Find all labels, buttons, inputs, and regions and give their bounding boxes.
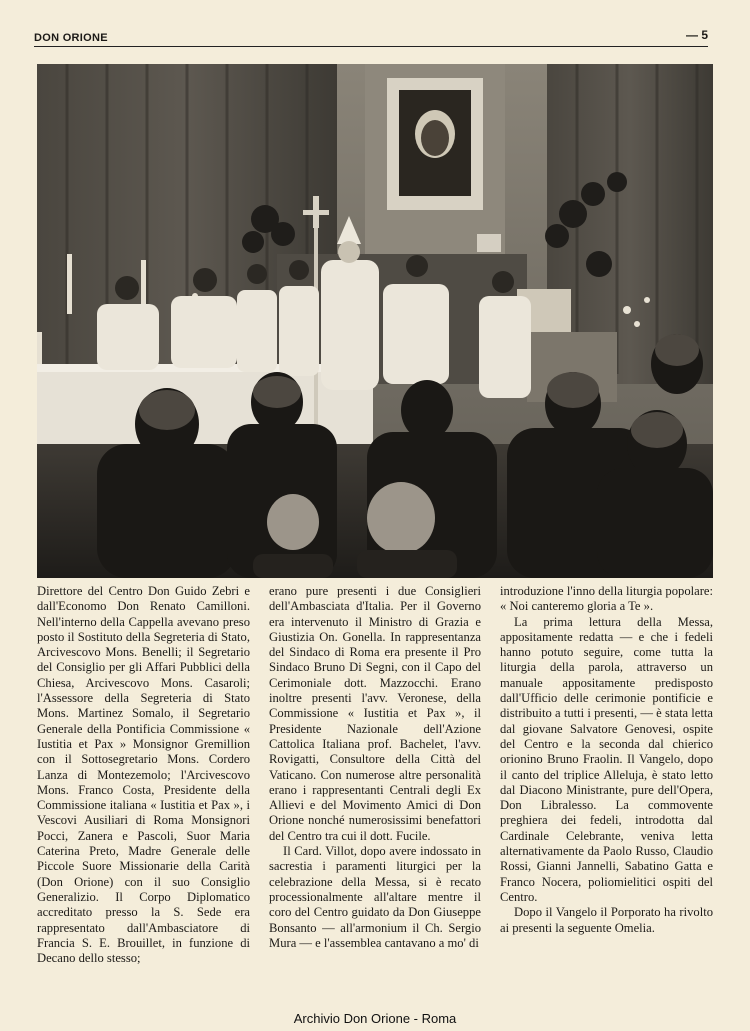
page-header — [34, 30, 708, 47]
col1-paragraph-1: Direttore del Centro Don Guido Zebri e dall'Economo Don Renato Camilloni. Nell'interno della Cappella avevano preso posto il Sostituto della Segreteria di Stato, Arcivescovo Mons. Benelli; il Segretario del Consiglio per gli Affari Pubblici della Chiesa, Arcivescovo Mons. Casaroli; l'Assessore della Segreteria di Stato Mons. Martinez Somalo, il Segretario Generale della Pontificia Commissione « Iustitia et Pax » Monsignor Gremillion con il Sottosegretario Mons. Cordero Lanza di Montezemolo; l'Arcivescovo Mons. Franco Costa, Presidente della Commissione italiana « Iustitia et Pax », i Vescovi Ausiliari di Roma Monsignori Pocci, Zanera e Pascoli, Suor Maria Caterina Preto, Madre Generale delle Piccole Suore Missionarie della Carità (Don Orione) con il suo Consiglio Generalizio. Il Corpo Diplomatico accreditato presso la S. Sede era rappresentato dall'Ambasciatore di Francia S. E. Brouillet, in funzione di Decano dello stesso; — [37, 584, 250, 966]
article-body — [37, 584, 713, 984]
page-number: — 5 — [685, 28, 708, 42]
col3-paragraph-2: La prima lettura della Messa, appositamente redatta — e che i fedeli hanno potuto seguire, come tutta la liturgia della parola, attraverso un manuale appositamente predisposto dall'Ufficio delle cerimonie pontificie e distribuito a tutti i presenti, — è stata letta dal giovane Salvatore Genovesi, ospite del Centro e la seconda dal chierico orionino Bruno Fraolin. Il Vangelo, dopo il canto del triplice Alleluja, è stato letto dal Diacono Ministrante, pure dell'Opera, Don Libralesso. La commovente preghiera dei fedeli, introdotta dal Cardinale Celebrante, veniva letta alternativamente da Paolo Russo, Claudio Rossi, Gianni Jannelli, Sabatino Gatta e Franco Nocera, poliomielitici ospiti del Centro. — [500, 614, 713, 904]
col3-paragraph-3: Dopo il Vangelo il Porporato ha rivolto ai presenti la seguente Omelia. — [500, 905, 713, 935]
col3-paragraph-1: introduzione l'inno della liturgia popolare: « Noi canteremo gloria a Te ». — [500, 584, 713, 614]
column-3 — [500, 584, 713, 936]
photo-ceremony-illustration — [37, 64, 713, 578]
col2-paragraph-2: Il Card. Villot, dopo avere indossato in sacrestia i paramenti liturgici per la celebrazione della Messa, si è recato processionalmente all'altare mentre il coro del Centro guidato da Don Giuseppe Bonsanto — all'armonium il Ch. Sergio Mura — e l'assemblea cantavano a mo' di — [269, 844, 481, 950]
column-1 — [37, 584, 250, 966]
ceremony-photo — [37, 64, 713, 578]
column-2 — [269, 584, 481, 951]
archive-footer: Archivio Don Orione - Roma — [293, 1011, 457, 1026]
magazine-title: DON ORIONE — [34, 32, 108, 44]
col2-paragraph-1: erano pure presenti i due Consiglieri dell'Ambasciata d'Italia. Per il Governo era intervenuto il Ministro di Grazia e Giustizia On. Gonella. In rappresentanza del Sindaco di Roma era presente il Pro Sindaco Bruno Di Segni, con il Capo del Cerimoniale dott. Mazzocchi. Erano inoltre presenti l'avv. Veronese, della Commissione « Iustitia et Pax », il Presidente Nazionale dell'Azione Cattolica Italiana prof. Bachelet, l'avv. Rovigatti, Consultore della Città del Vaticano. Con numerose altre personalità erano i rappresentanti Centrali degli Ex Allievi e del Movimento Amici di Don Orione nonché numerosissimi benefattori del Centro tra cui il dott. Fucile. — [269, 584, 481, 843]
